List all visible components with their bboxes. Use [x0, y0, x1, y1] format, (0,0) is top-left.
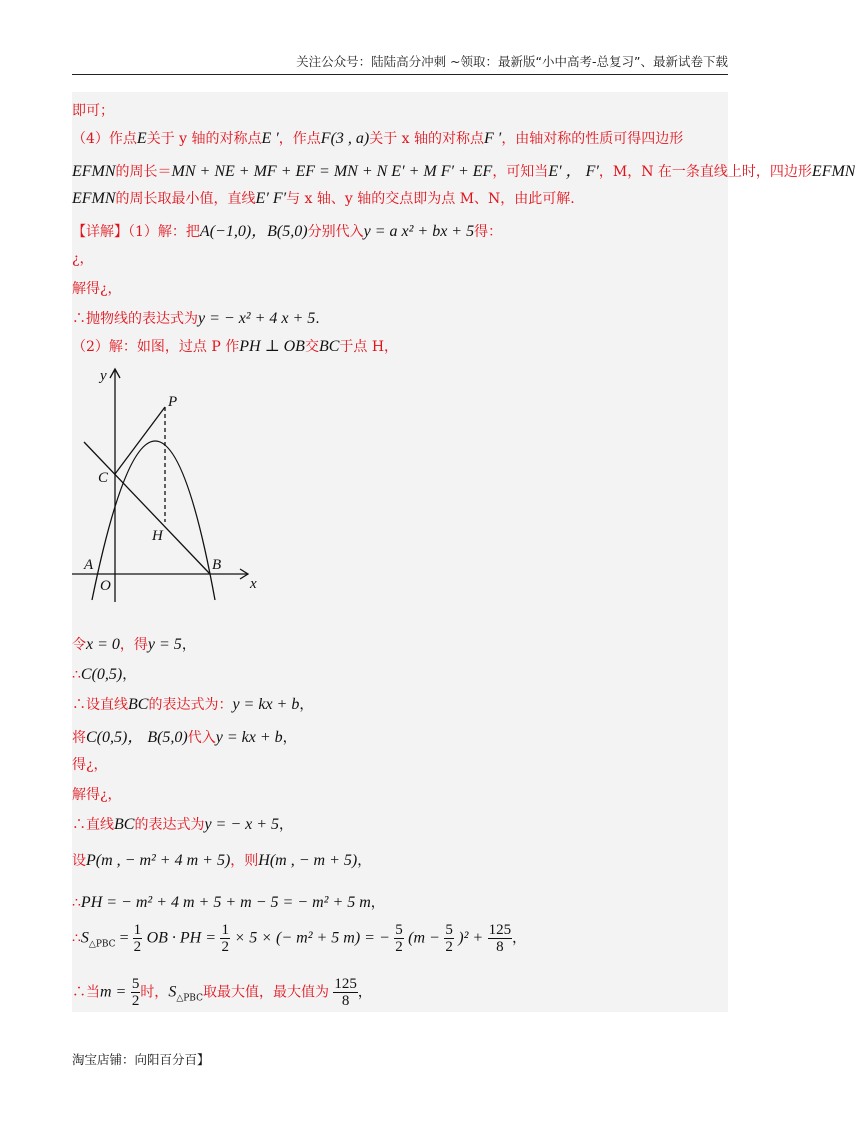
text-line: ∴PH = − m² + 4 m + 5 + m − 5 = − m² + 5 m，: [72, 894, 385, 911]
text-line: ∴直线BC的表达式为y = − x + 5，: [72, 816, 294, 833]
text-line: ∴设直线BC的表达式为：y = kx + b，: [72, 696, 314, 713]
text-line: EFMN的周长取最小值，直线E′ F′与 x 轴、y 轴的交点即为点 M、N，由此可解.: [72, 190, 575, 207]
label-x: x: [250, 576, 257, 592]
text-line: 【详解】（1）解：把A(−1,0)，B(5,0)分别代入y = a x² + bx + 5得：: [72, 223, 503, 240]
label-P: P: [168, 394, 178, 410]
label-A: A: [84, 557, 94, 573]
label-C: C: [98, 470, 109, 486]
page-header: 关注公众号：陆陆高分冲刺 ~领取：最新版“小中高考-总复习”、最新试卷下载: [72, 52, 728, 75]
text-line: ∴当m = $\frac{5}{2}$ 时，$S_{\triangle PBC}$取最大值，最大值为 $\frac{125}{8}$ ，: [72, 976, 372, 1009]
solution-content: [72, 92, 855, 1012]
page-footer: 淘宝店铺：向阳百分百】: [72, 1052, 210, 1067]
text-line: 设P(m , − m² + 4 m + 5)，则H(m , − m + 5)，: [72, 852, 372, 869]
text-line: $\therefore S_{\triangle PBC}$ = $\frac{1}{2}$ OB · PH = $\frac{1}{2}$ × 5 × (− m² + 5 m) = − $\frac{5}{2}$ (m − $\frac{5}{2}$ )² + $\frac{125}{8}$ ，: [72, 922, 527, 955]
text-line: ∴C(0,5)，: [72, 666, 137, 683]
parabola-diagram: [72, 362, 272, 602]
text-line: 即可；: [72, 103, 114, 119]
text-line: EFMN的周长＝MN + NE + MF + EF = MN + N E′ + M F′ + EF，可知当E′ ， F′，M，N 在一条直线上时，四边形EFMN: [72, 163, 855, 180]
text-line: （4）作点E关于 y 轴的对称点E ′，作点F(3 , a)关于 x 轴的对称点F ′，由轴对称的性质可得四边形: [72, 130, 684, 147]
text-line: ¿，: [72, 251, 94, 267]
text-line: 解得¿，: [72, 787, 122, 803]
text-line: 令x = 0，得y = 5，: [72, 636, 196, 653]
text-line: 解得¿，: [72, 281, 122, 297]
text-line: 将C(0,5)， B(5,0)代入y = kx + b，: [72, 729, 297, 746]
text-line: 得¿，: [72, 757, 108, 773]
label-H: H: [152, 528, 163, 544]
text-line: ∴抛物线的表达式为y = − x² + 4 x + 5.: [72, 310, 320, 327]
text-line: （2）解：如图，过点 P 作PH ⊥ OB交BC于点 H，: [72, 338, 399, 355]
label-O: O: [100, 578, 111, 594]
label-y: y: [100, 368, 107, 384]
label-B: B: [212, 557, 222, 573]
